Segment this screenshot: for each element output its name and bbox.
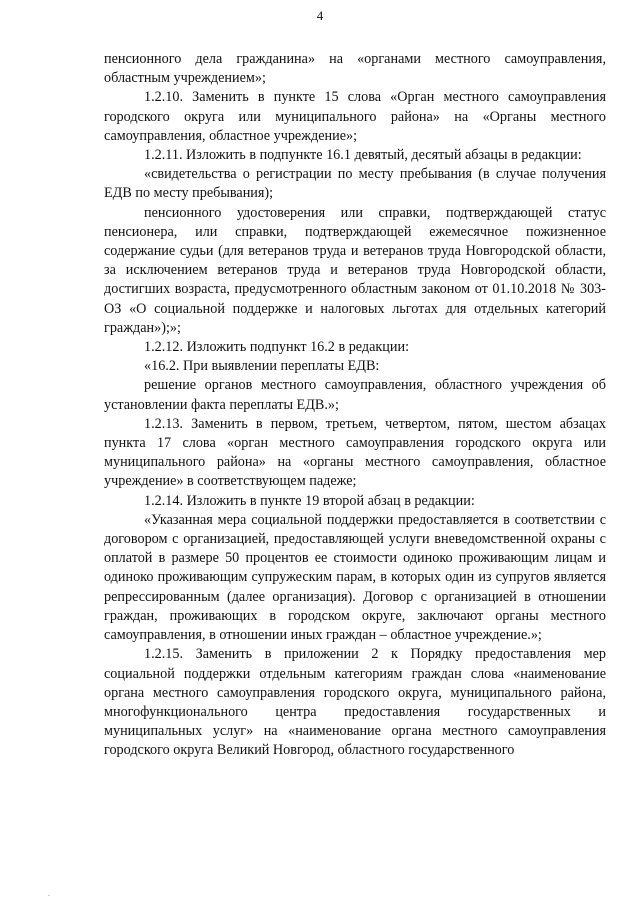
paragraph: «Указанная мера социальной поддержки предоставляется в соответствии с договором с организацией, предоставляющей услуги вневедомственной охраны с оплатой в размере 50 процентов ее стоимости одиноко проживающим лицам и одиноко проживающим супружеским парам, в которых один из супругов является репрессированным (далее организация). Договор с организацией в отношении граждан, проживающих в городском округе, заключают органы местного самоуправления, в отношении иных граждан – областное учреждение.»; (104, 511, 606, 644)
document-body (104, 50, 606, 761)
paragraph: 1.2.15. Заменить в приложении 2 к Порядку предоставления мер социальной поддержки отдельным категориям граждан слова «наименование органа местного самоуправления городского округа, муниципального района, многофункционального центра предоставления государственных и муниципальных услуг» на «наименование органа местного самоуправления городского округа Великий Новгород, областного государственного (104, 646, 606, 759)
paragraph: «16.2. При выявлении переплаты ЕДВ: (144, 358, 380, 375)
paragraph: решение органов местного самоуправления, областного учреждения об установлении факта переплаты ЕДВ.»; (104, 377, 606, 413)
paragraph: 1.2.12. Изложить подпункт 16.2 в редакции: (144, 339, 410, 356)
paragraph: 1.2.10. Заменить в пункте 15 слова «Орган местного самоуправления городского округа или муниципального района» на «Органы местного самоуправления, областное учреждение»; (104, 89, 606, 144)
paragraph: пенсионного дела гражданина» на «органами местного самоуправления, областным учреждением»; (104, 51, 606, 87)
paragraph: 1.2.14. Изложить в пункте 19 второй абзац в редакции: (144, 492, 475, 509)
scan-speck (48, 895, 50, 896)
paragraph: 1.2.11. Изложить в подпункте 16.1 девятый, десятый абзацы в редакции: (144, 147, 582, 164)
page-number: 4 (316, 8, 324, 23)
paragraph: «свидетельства о регистрации по месту пребывания (в случае получения ЕДВ по месту пребывания); (104, 166, 606, 202)
paragraph: 1.2.13. Заменить в первом, третьем, четвертом, пятом, шестом абзацах пункта 17 слова «орган местного самоуправления городского округа или муниципального района» на «органы местного самоуправления, областное учреждение» в соответствующем падеже; (104, 415, 606, 490)
paragraph: пенсионного удостоверения или справки, подтверждающей статус пенсионера, или справки, подтверждающей ежемесячное пожизненное содержание судьи (для ветеранов труда и ветеранов труда Новгородской области, за исключением ветеранов труда и ветеранов труда Новгородской области, достигших возраста, предусмотренного областным законом от 01.10.2018 № 303-ОЗ «О социальной поддержке и налоговых льготах для отдельных категорий граждан»);»; (104, 204, 606, 336)
